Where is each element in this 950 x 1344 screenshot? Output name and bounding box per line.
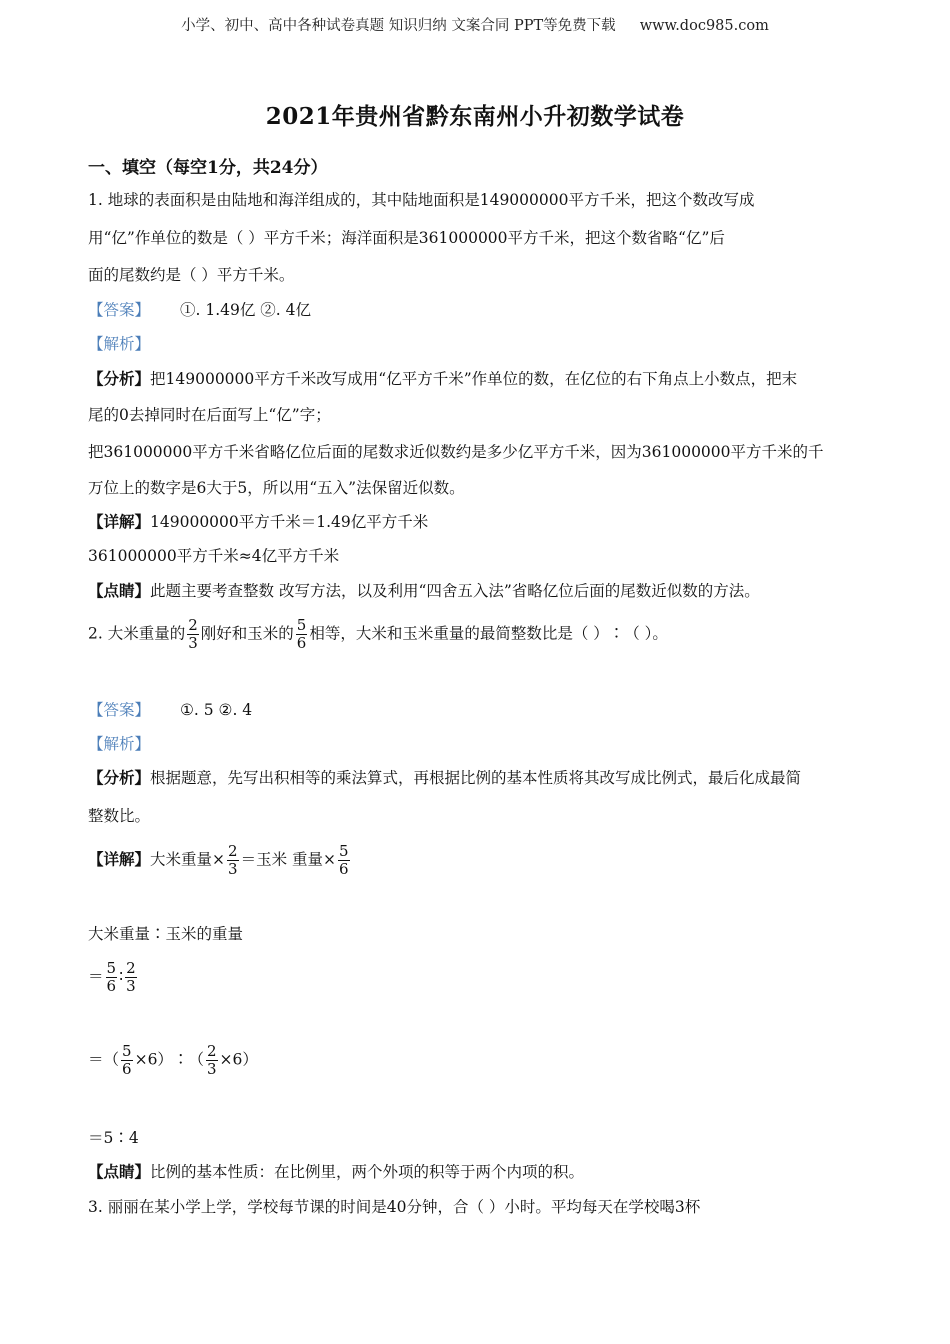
fenxi-tag: 【分析】 [88,369,151,388]
q2-step1 [88,960,139,995]
fraction-5-6: $\frac{5}{6}$ [296,616,307,652]
fraction-2-3: $\frac{2}{3}$ [126,959,136,995]
q1-fenxi-line2: 尾的0去掉同时在后面写上“亿”字； [88,406,331,424]
header-site-link[interactable]: www.doc985.com [639,18,769,34]
q1-detail-text1: 149000000平方千米＝1.49亿平方千米 [150,513,429,531]
q2-fenxi-line2: 整数比。 [88,807,151,825]
point-tag: 【点睛】 [88,1162,151,1181]
q2-detail-b: ＝玉米 重量× [240,850,336,869]
ratio-colon: ∶ [119,967,124,986]
detail-tag: 【详解】 [88,512,151,531]
analysis-tag: 【解析】 [88,735,151,753]
q1-detail-line1 [88,512,428,532]
q1-answer-row [88,300,311,320]
q2-answer-row [88,700,252,720]
detail-tag: 【详解】 [88,849,151,869]
q2-answer: ①. 5 ②. 4 [180,701,253,719]
q2-detail-line [88,843,352,878]
q2-fenxi-text1: 根据题意，先写出积相等的乘法算式，再根据比例的基本性质将其改写成比例式，最后化成最简 [150,769,802,787]
header-text: 小学、初中、高中各种试卷真题 知识归纳 文案合同 PPT等免费下载 [181,18,616,34]
q2-step0: 大米重量∶玉米的重量 [88,925,244,943]
q2-fenxi-line1 [88,768,801,788]
q2-point-line [88,1162,584,1182]
fraction-2-3: $\frac{2}{3}$ [206,1042,217,1078]
q1-fenxi-line4: 万位上的数字是6大于5，所以用“五入”法保留近似数。 [88,479,465,497]
q2-point-text: 比例的基本性质：在比例里，两个外项的积等于两个内项的积。 [150,1163,585,1181]
q1-point-line [88,581,760,601]
ratio-colon: ∶ [172,1050,189,1069]
q1-fenxi-line1 [88,369,797,389]
open-paren: （ [188,1050,204,1069]
q1-answer: ①. 1.49亿 ②. 4亿 [180,301,312,319]
q1-line2: 用“亿”作单位的数是（ ）平方千米；海洋面积是361000000平方千米，把这个数省略“亿”后 [88,229,725,247]
answer-tag: 【答案】 [88,701,151,719]
equals-sign: ＝ [88,1050,104,1069]
point-tag: 【点睛】 [88,581,151,600]
q1-detail-line2: 361000000平方千米≈4亿平方千米 [88,547,340,565]
analysis-tag: 【解析】 [88,335,151,353]
q1-point-text: 此题主要考查整数 改写方法，以及利用“四舍五入法”省略亿位后面的尾数近似数的方法。 [150,582,760,600]
q2-step3: ＝5∶4 [88,1129,139,1147]
fraction-2-3: $\frac{2}{3}$ [188,616,198,652]
fraction-5-6: $\frac{5}{6}$ [106,959,117,995]
q2-pre: 2. 大米重量的 [88,624,186,643]
equals-sign: ＝ [88,967,104,986]
q2-detail-a: 大米重量× [150,850,226,869]
q2-post: 相等，大米和玉米重量的最简整数比是（ ）∶（ ）。 [309,624,668,643]
q1-fenxi-text1: 把149000000平方千米改写成用“亿平方千米”作单位的数，在亿位的右下角点上小数点，把末 [150,370,798,388]
q2-line [88,617,668,652]
q3-line1: 3. 丽丽在某小学上学，学校每节课的时间是40分钟，合（ ）小时。平均每天在学校喝3杯 [88,1198,701,1216]
answer-tag: 【答案】 [88,301,151,319]
q1-line1: 1. 地球的表面积是由陆地和海洋组成的，其中陆地面积是149000000平方千米，把这个数改写成 [88,191,755,209]
q2-step2 [88,1043,258,1078]
q2-mid: 刚好和玉米的 [200,624,294,643]
q1-fenxi-line3: 把361000000平方千米省略亿位后面的尾数求近似数约是多少亿平方千米，因为361000000平方千米的千 [88,443,824,461]
page-header [0,14,950,35]
times-six: ×6） [134,1050,173,1069]
times-six: ×6） [219,1050,258,1069]
fraction-5-6: $\frac{5}{6}$ [122,1042,132,1078]
section-heading: 一、填空（每空1分，共24分） [88,158,328,178]
fraction-2-3: $\frac{2}{3}$ [228,842,238,878]
page-title: 2021年贵州省黔东南州小升初数学试卷 [265,103,685,130]
fraction-5-6: $\frac{5}{6}$ [338,842,349,878]
fenxi-tag: 【分析】 [88,768,151,787]
open-paren: （ [103,1050,120,1069]
q1-line3: 面的尾数约是（ ）平方千米。 [88,266,295,284]
